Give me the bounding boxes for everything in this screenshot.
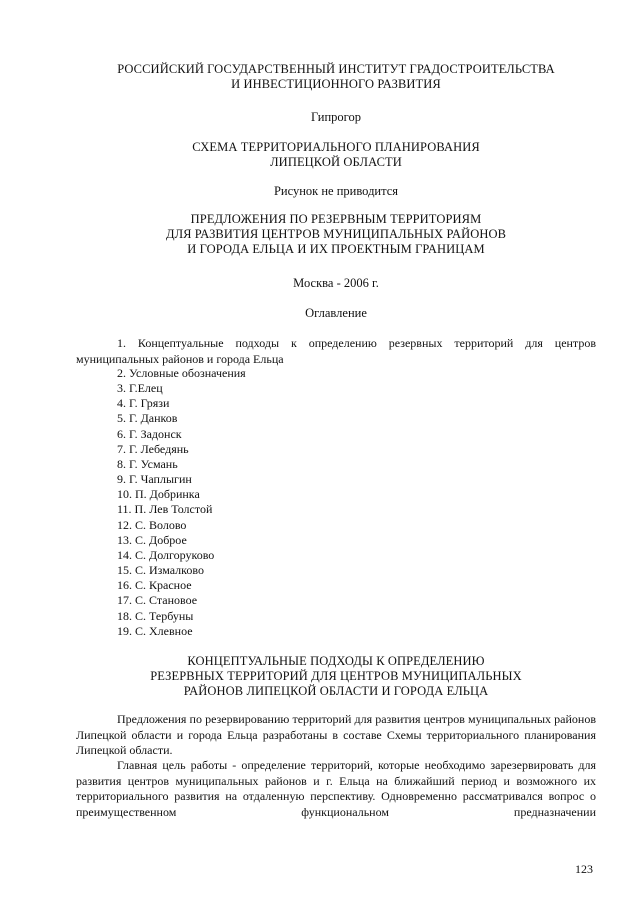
toc-item: 15. С. Измалково — [117, 563, 204, 578]
toc-item: 13. С. Доброе — [117, 532, 187, 547]
institute-line-1: РОССИЙСКИЙ ГОСУДАРСТВЕННЫЙ ИНСТИТУТ ГРАДОСТРОИТЕЛЬСТВА — [117, 62, 555, 76]
section-heading-line-2: РЕЗЕРВНЫХ ТЕРРИТОРИЙ ДЛЯ ЦЕНТРОВ МУНИЦИПАЛЬНЫХ — [150, 669, 522, 683]
toc-item: 11. П. Лев Толстой — [117, 502, 213, 517]
toc-item: 12. С. Волово — [117, 517, 187, 532]
institute-name — [76, 62, 596, 92]
title-line-3: И ГОРОДА ЕЛЬЦА И ИХ ПРОЕКТНЫМ ГРАНИЦАМ — [187, 242, 485, 256]
page-number: 123 — [575, 862, 593, 876]
toc-item: 4. Г. Грязи — [117, 396, 170, 411]
document-title — [76, 212, 596, 257]
toc-item: 3. Г.Елец — [117, 381, 163, 396]
toc-item: 9. Г. Чаплыгин — [117, 472, 192, 487]
toc-item: 16. С. Красное — [117, 578, 192, 593]
place-year: Москва - 2006 г. — [293, 276, 379, 290]
toc-item: 6. Г. Задонск — [117, 426, 182, 441]
title-line-1: ПРЕДЛОЖЕНИЯ ПО РЕЗЕРВНЫМ ТЕРРИТОРИЯМ — [190, 212, 482, 226]
toc-item: 18. С. Тербуны — [117, 608, 194, 623]
toc-item: 2. Условные обозначения — [117, 366, 246, 380]
toc-item: 5. Г. Данков — [117, 411, 178, 426]
figure-note: Рисунок не приводится — [273, 184, 399, 198]
toc-item: 7. Г. Лебедянь — [117, 441, 189, 456]
toc-item: 10. П. Добринка — [117, 487, 200, 502]
toc-item-1 — [76, 336, 596, 367]
institute-line-2: И ИНВЕСТИЦИОННОГО РАЗВИТИЯ — [231, 77, 441, 91]
toc-item: 17. С. Становое — [117, 593, 198, 608]
section-heading-line-3: РАЙОНОВ ЛИПЕЦКОЙ ОБЛАСТИ И ГОРОДА ЕЛЬЦА — [183, 684, 489, 698]
paragraph-1: Предложения по резервированию территорий для развития центров муниципальных районов Липецкой области и города Ельца разработаны в составе Схемы территориального планирования Липецкой области. — [76, 712, 596, 758]
org-name: Гипрогор — [311, 110, 361, 124]
scheme-line-2: ЛИПЕЦКОЙ ОБЛАСТИ — [270, 155, 402, 169]
toc-list — [117, 366, 246, 639]
scheme-line-1: СХЕМА ТЕРРИТОРИАЛЬНОГО ПЛАНИРОВАНИЯ — [192, 140, 480, 154]
paragraph-2: Главная цель работы - определение территорий, которые необходимо зарезервировать для развития центров муниципальных районов и г. Ельца на ближайший период и возможного их территориального развития на отдаленную перспективу. Одновременно рассматривался вопрос о преимущественном функциональном предназначении — [76, 758, 596, 819]
toc-item: 19. С. Хлевное — [117, 623, 193, 638]
toc-item: 8. Г. Усмань — [117, 456, 178, 471]
toc-item-1-line-1: 1. Концептуальные подходы к определению резервных территорий для центров — [117, 336, 596, 350]
toc-item: 14. С. Долгоруково — [117, 547, 215, 562]
toc-title: Оглавление — [305, 306, 367, 320]
title-line-2: ДЛЯ РАЗВИТИЯ ЦЕНТРОВ МУНИЦИПАЛЬНЫХ РАЙОНОВ — [165, 227, 507, 241]
section-heading — [76, 654, 596, 699]
section-heading-line-1: КОНЦЕПТУАЛЬНЫЕ ПОДХОДЫ К ОПРЕДЕЛЕНИЮ — [187, 654, 485, 668]
toc-item-1-line-2: муниципальных районов и города Ельца — [76, 351, 284, 366]
scheme-title — [76, 140, 596, 170]
